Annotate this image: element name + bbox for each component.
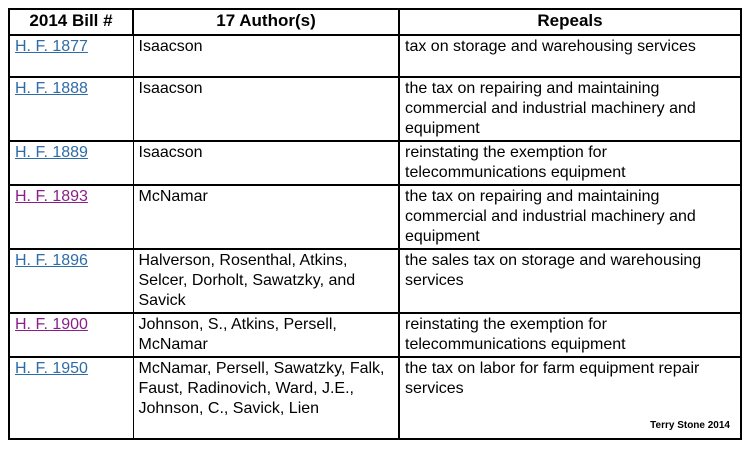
authors-cell: Isaacson [133,35,399,77]
repeals-cell: reinstating the exemption for telecommunications equipment [399,313,741,357]
authors-cell: Isaacson [133,141,399,185]
bill-cell [9,77,133,141]
table-row [9,313,741,357]
repeals-cell: reinstating the exemption for telecommunications equipment [399,141,741,185]
repeals-cell: the tax on repairing and maintaining commercial and industrial machinery and equipment [399,77,741,141]
table-row [9,357,741,439]
authors-cell: McNamar, Persell, Sawatzky, Falk, Faust, Radinovich, Ward, J.E., Johnson, C., Savick, Lien [133,357,399,439]
repeals-cell: the sales tax on storage and warehousing services [399,249,741,313]
table-row [9,249,741,313]
bill-link[interactable]: H. F. 1950 [15,360,88,377]
table-row [9,141,741,185]
authors-cell: Isaacson [133,77,399,141]
repeals-cell: tax on storage and warehousing services [399,35,741,77]
author-credit: Terry Stone 2014 [650,420,730,431]
repeals-cell: the tax on repairing and maintaining commercial and industrial machinery and equipment [399,185,741,249]
repeals-text: the tax on labor for farm equipment repair services [405,360,700,397]
bill-link[interactable]: H. F. 1900 [15,316,88,333]
authors-cell: Johnson, S., Atkins, Persell, McNamar [133,313,399,357]
bill-cell [9,185,133,249]
header-row [9,9,741,35]
bill-cell [9,35,133,77]
table-row [9,35,741,77]
bill-cell [9,141,133,185]
bill-link[interactable]: H. F. 1889 [15,144,88,161]
table-row [9,77,741,141]
bill-link[interactable]: H. F. 1877 [15,38,88,55]
header-repeals: Repeals [399,9,741,35]
bill-link[interactable]: H. F. 1896 [15,252,88,269]
repeals-cell [399,357,741,439]
bills-table [8,8,742,440]
bill-cell [9,313,133,357]
bill-link[interactable]: H. F. 1888 [15,80,88,97]
bill-cell [9,249,133,313]
table-row [9,185,741,249]
header-bill: 2014 Bill # [9,9,133,35]
authors-cell: Halverson, Rosenthal, Atkins, Selcer, Dorholt, Sawatzky, and Savick [133,249,399,313]
bill-cell [9,357,133,439]
authors-cell: McNamar [133,185,399,249]
bill-link[interactable]: H. F. 1893 [15,188,88,205]
header-authors: 17 Author(s) [133,9,399,35]
